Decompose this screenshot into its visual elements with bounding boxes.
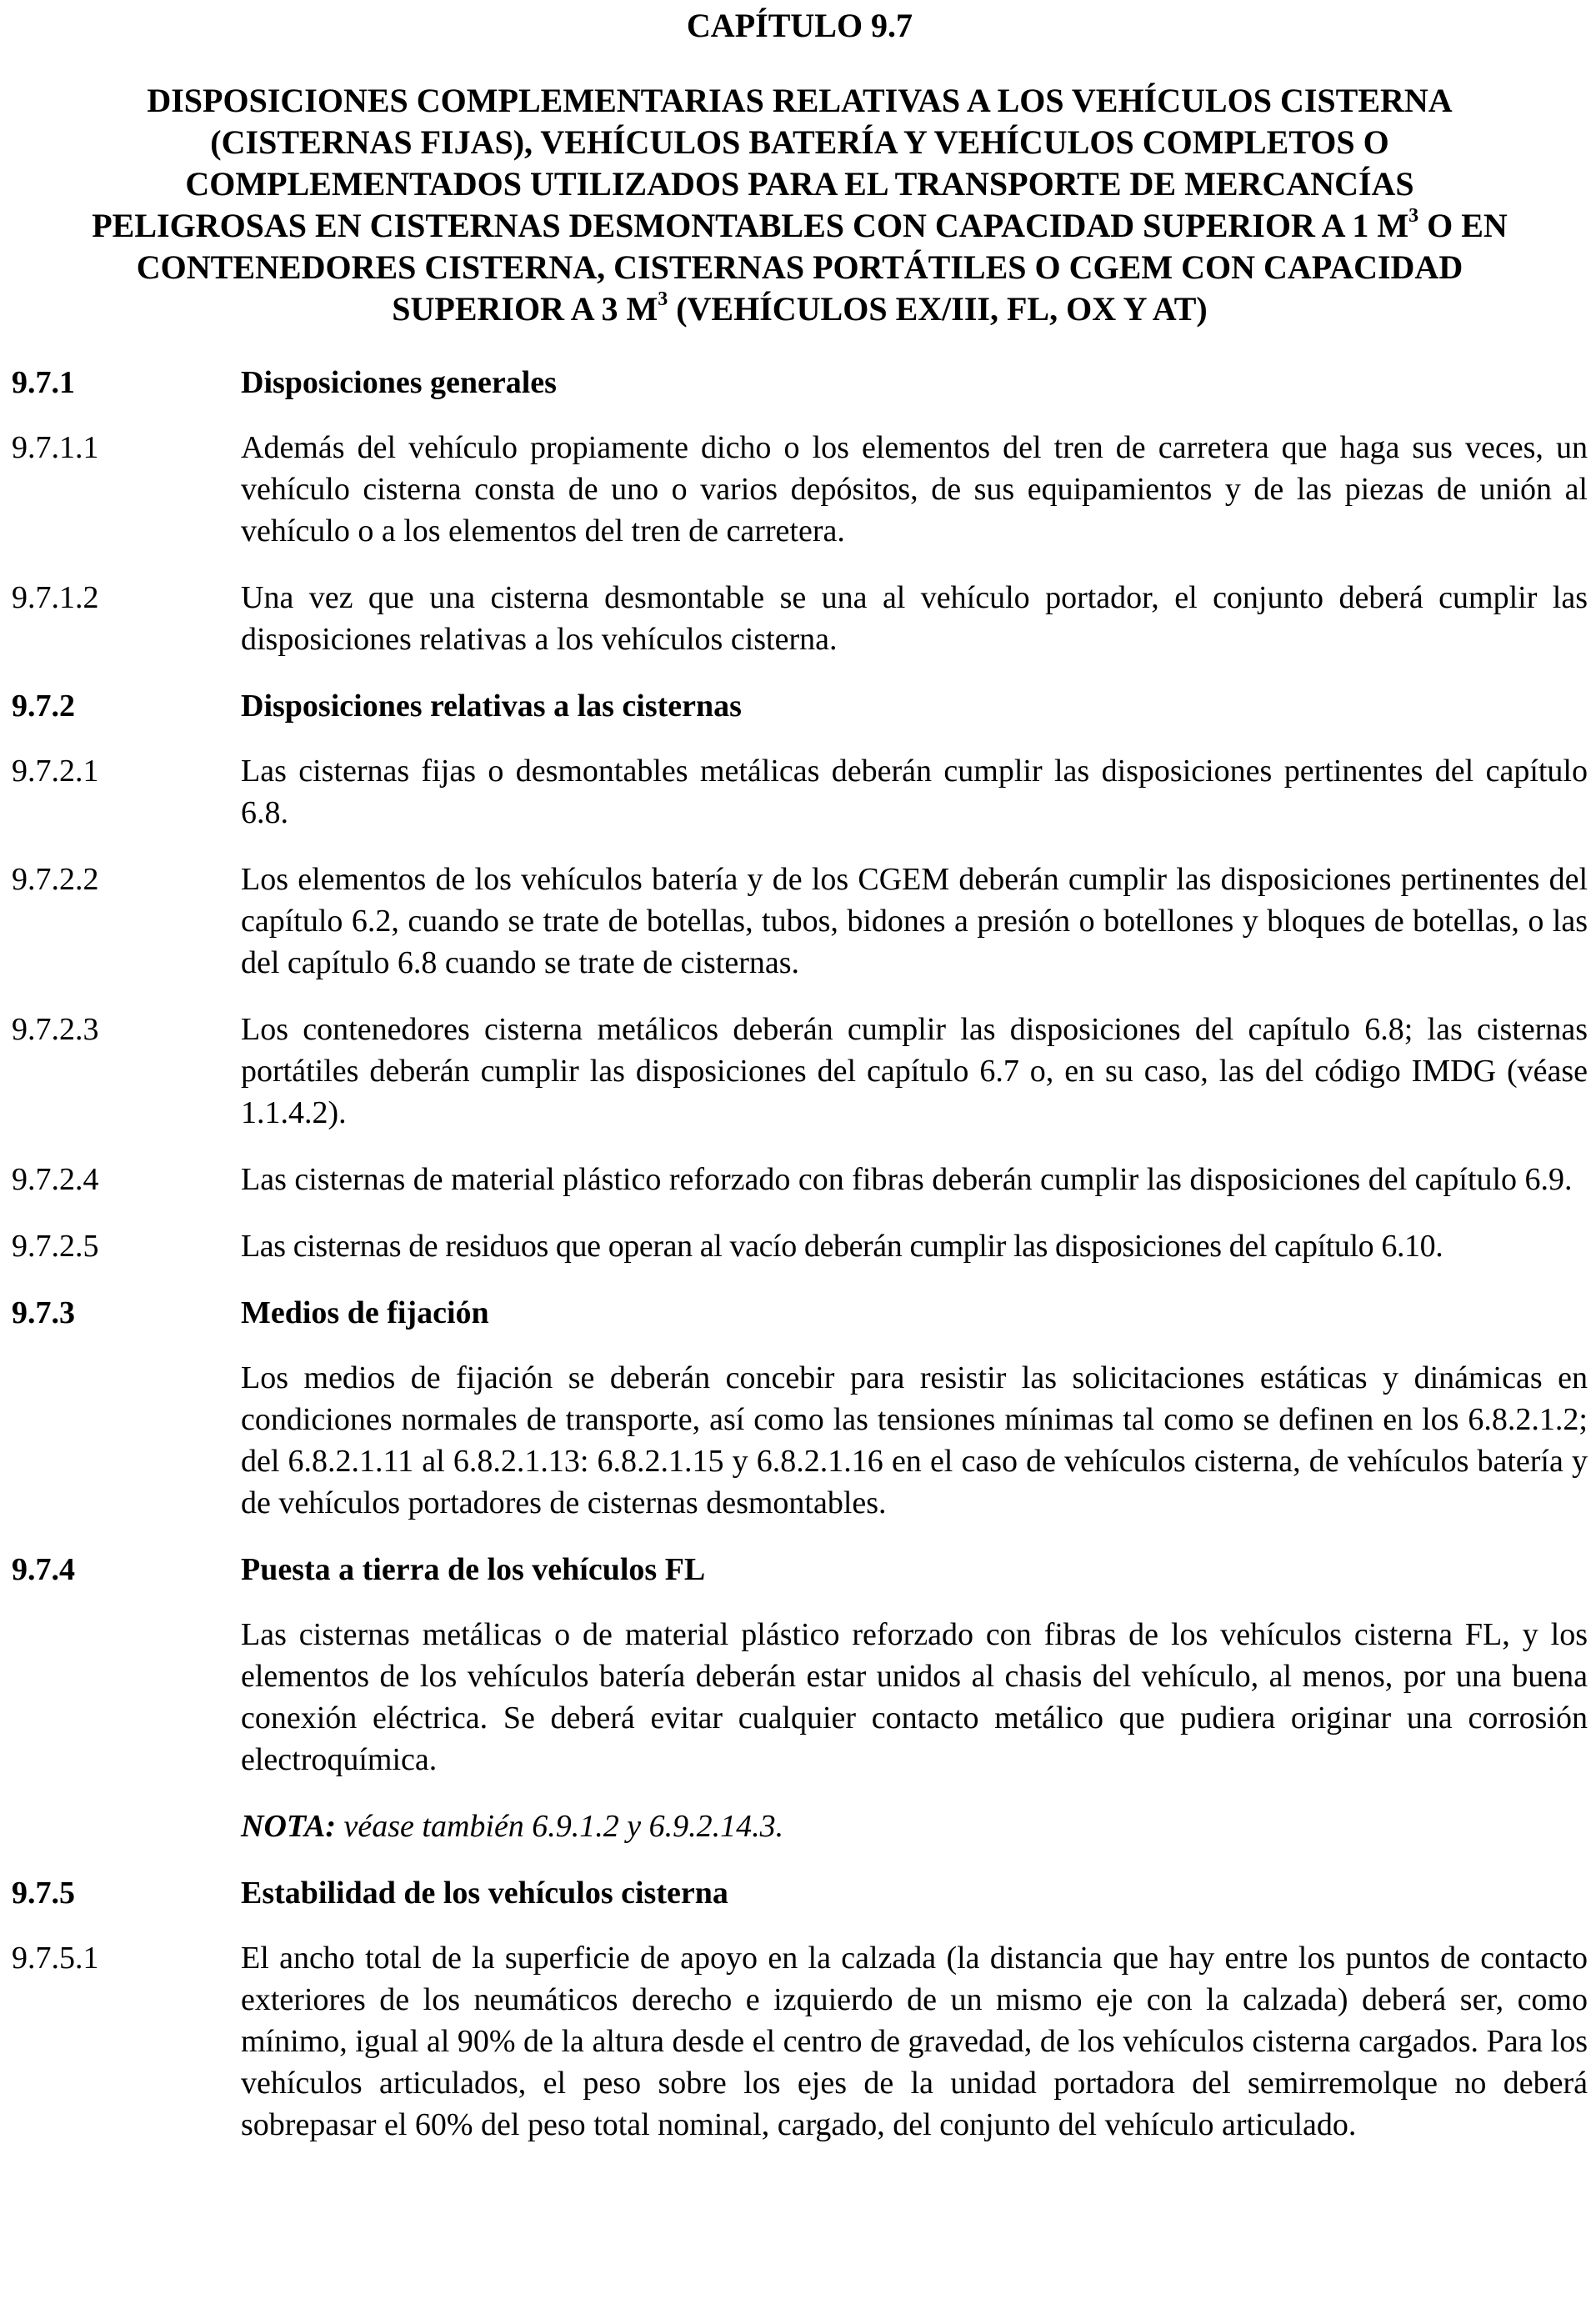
section-title: Estabilidad de los vehículos cisterna [241, 1876, 728, 1911]
paragraph-text: Las cisternas de material plástico reforzado con fibras deberán cumplir las disposiciones del capítulo 6.9. [241, 1162, 1573, 1197]
title-text: O EN [1418, 207, 1508, 244]
title-line [12, 288, 1588, 330]
section-heading [12, 1549, 1588, 1590]
title-line: (CISTERNAS FIJAS), VEHÍCULOS BATERÍA Y VEHÍCULOS COMPLETOS O [210, 123, 1389, 161]
section-heading [12, 685, 1588, 727]
title-text: (VEHÍCULOS EX/III, FL, OX Y AT) [668, 290, 1208, 328]
chapter-number: CAPÍTULO 9.7 [686, 7, 913, 44]
paragraph [12, 1614, 1588, 1781]
title-text: PELIGROSAS EN CISTERNAS DESMONTABLES CON CAPACIDAD SUPERIOR A 1 M [92, 207, 1409, 244]
paragraph-number: 9.7.2.5 [12, 1229, 99, 1264]
paragraph [12, 427, 1588, 552]
title-line: CONTENEDORES CISTERNA, CISTERNAS PORTÁTILES O CGEM CON CAPACIDAD [136, 248, 1463, 286]
paragraph-text: Las cisternas de residuos que operan al vacío deberán cumplir las disposiciones del capítulo 6.10. [241, 1229, 1443, 1264]
paragraph [12, 859, 1588, 984]
section-title: Disposiciones relativas a las cisternas [241, 689, 742, 724]
paragraph-text: Las cisternas metálicas o de material plástico reforzado con fibras de los vehículos cisterna FL, y los elementos de los vehículos batería deberán estar unidos al chasis del vehículo, al menos, por una buena conexión eléctrica. Se deberá evitar cualquier contacto metálico que pudiera originar una corrosión electroquímica. [241, 1617, 1588, 1777]
paragraph-text: Además del vehículo propiamente dicho o los elementos del tren de carretera que haga sus veces, un vehículo cisterna consta de uno o varios depósitos, de sus equipamientos y de las piezas de unión al vehículo o a los elementos del tren de carretera. [241, 430, 1588, 548]
title-text: SUPERIOR A 3 M [392, 290, 658, 328]
section-heading [12, 362, 1588, 403]
paragraph-text: Los contenedores cisterna metálicos deberán cumplir las disposiciones del capítulo 6.8; las cisternas portátiles deberán cumplir las disposiciones del capítulo 6.7 o, en su caso, las del código IMDG (véase 1.1.4.2). [241, 1012, 1588, 1130]
paragraph [12, 1357, 1588, 1524]
title-line [12, 205, 1588, 247]
superscript-3: 3 [1408, 205, 1419, 227]
note-body: véase también 6.9.1.2 y 6.9.2.14.3. [336, 1809, 784, 1844]
paragraph-text: Las cisternas fijas o desmontables metálicas deberán cumplir las disposiciones pertinentes del capítulo 6.8. [241, 754, 1588, 830]
section-heading [12, 1292, 1588, 1334]
section-title: Disposiciones generales [241, 365, 557, 400]
section-number: 9.7.2 [12, 689, 75, 724]
superscript-3: 3 [658, 288, 668, 310]
section-title: Medios de fijación [241, 1295, 489, 1330]
paragraph [12, 1937, 1588, 2146]
paragraph-text: Una vez que una cisterna desmontable se una al vehículo portador, el conjunto deberá cumplir las disposiciones relativas a los vehículos cisterna. [241, 580, 1588, 657]
title-line: COMPLEMENTADOS UTILIZADOS PARA EL TRANSPORTE DE MERCANCÍAS [185, 165, 1414, 203]
paragraph [12, 1225, 1588, 1267]
chapter-title [12, 80, 1588, 330]
paragraph-number: 9.7.2.2 [12, 862, 99, 897]
title-line: DISPOSICIONES COMPLEMENTARIAS RELATIVAS A LOS VEHÍCULOS CISTERNA [147, 82, 1453, 119]
paragraph [12, 577, 1588, 660]
section-number: 9.7.4 [12, 1552, 75, 1587]
paragraph [12, 1159, 1588, 1200]
paragraph-number: 9.7.5.1 [12, 1941, 99, 1976]
note [12, 1806, 1588, 1847]
note-text [241, 1806, 1588, 1847]
paragraph-number: 9.7.2.1 [12, 754, 99, 789]
section-title: Puesta a tierra de los vehículos FL [241, 1552, 706, 1587]
note-label: NOTA: [241, 1809, 336, 1844]
paragraph-number: 9.7.1.1 [12, 430, 99, 465]
paragraph [12, 750, 1588, 834]
section-heading [12, 1872, 1588, 1914]
paragraph-number: 9.7.1.2 [12, 580, 99, 615]
section-number: 9.7.3 [12, 1295, 75, 1330]
paragraph-text: Los elementos de los vehículos batería y de los CGEM deberán cumplir las disposiciones pertinentes del capítulo 6.2, cuando se trate de botellas, tubos, bidones a presión o botellones y bloques de botellas, o las del capítulo 6.8 cuando se trate de cisternas. [241, 862, 1588, 980]
paragraph-text: El ancho total de la superficie de apoyo en la calzada (la distancia que hay entre los puntos de contacto exteriores de los neumáticos derecho e izquierdo de un mismo eje con la calzada) deberá ser, como mínimo, igual al 90% de la altura desde el centro de gravedad, de los vehículos cisterna cargados. Para los vehículos articulados, el peso sobre los ejes de la unidad portadora del semirremolque no deberá sobrepasar el 60% del peso total nominal, cargado, del conjunto del vehículo articulado. [241, 1941, 1588, 2142]
paragraph [12, 1009, 1588, 1134]
paragraph-number: 9.7.2.3 [12, 1012, 99, 1047]
paragraph-number: 9.7.2.4 [12, 1162, 99, 1197]
paragraph-text: Los medios de fijación se deberán concebir para resistir las solicitaciones estáticas y dinámicas en condiciones normales de transporte, así como las tensiones mínimas tal como se definen en los 6.8.2.1.2; del 6.8.2.1.11 al 6.8.2.1.13: 6.8.2.1.15 y 6.8.2.1.16 en el caso de vehículos cisterna, de vehículos batería y de vehículos portadores de cisternas desmontables. [241, 1360, 1588, 1520]
section-number: 9.7.1 [12, 365, 75, 400]
section-number: 9.7.5 [12, 1876, 75, 1911]
